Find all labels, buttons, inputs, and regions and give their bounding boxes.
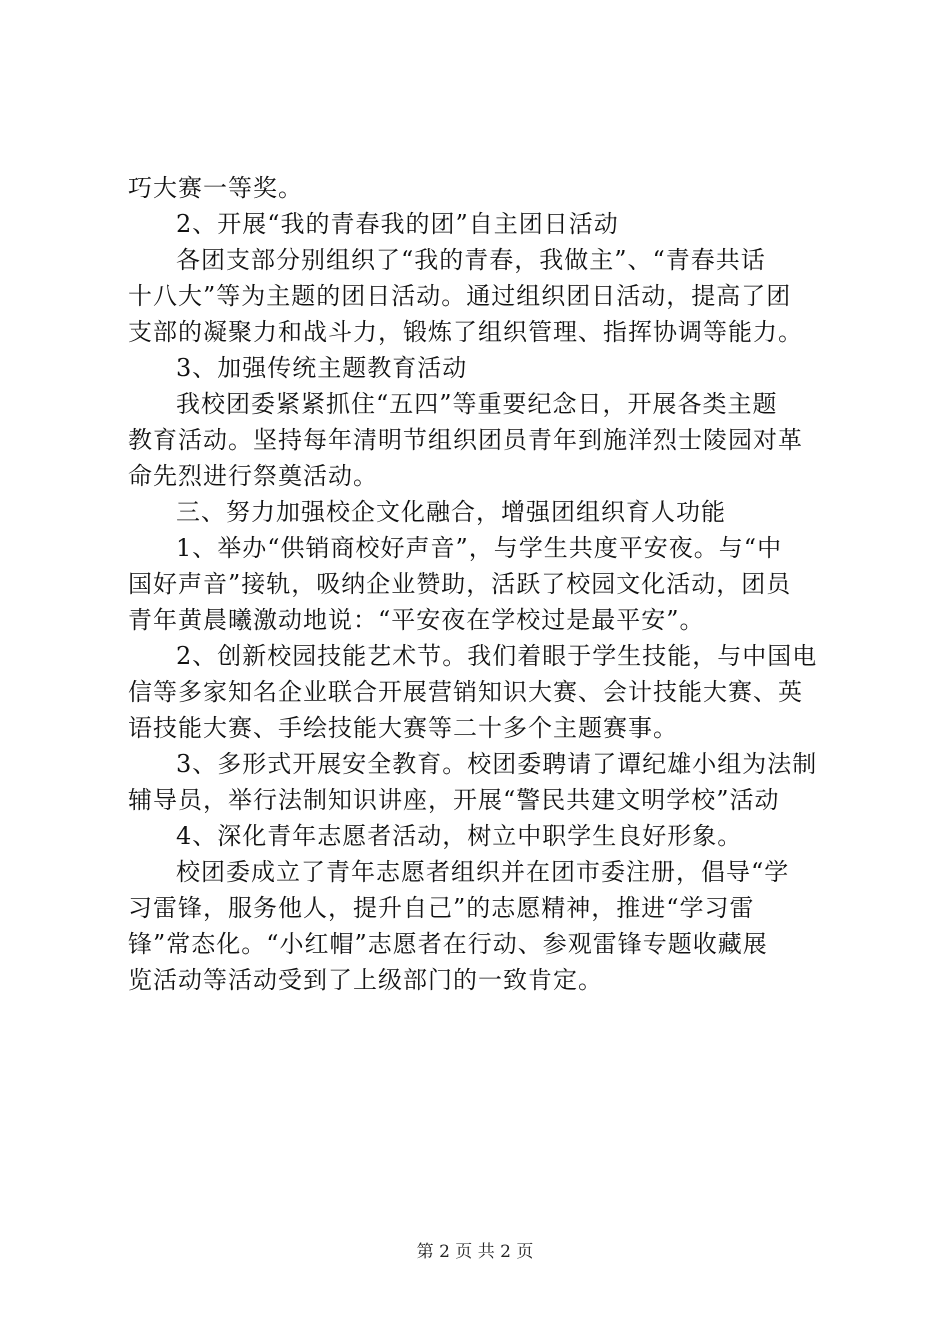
text-line: 3、加强传统主题教育活动 <box>176 354 468 382</box>
text-line: 青年黄晨曦激动地说：“平安夜在学校过是最平安”。 <box>128 606 705 634</box>
document-body <box>128 170 833 998</box>
text-line: 各团支部分别组织了“我的青春，我做主”、“青春共话 <box>176 246 766 274</box>
text-line: 3、多形式开展安全教育。校团委聘请了谭纪雄小组为法制 <box>176 750 818 778</box>
text-line: 1、举办“供销商校好声音”，与学生共度平安夜。与“中 <box>176 534 783 562</box>
text-line: 信等多家知名企业联合开展营销知识大赛、会计技能大赛、英 <box>128 678 803 706</box>
text-line: 支部的凝聚力和战斗力，锻炼了组织管理、指挥协调等能力。 <box>128 318 803 346</box>
text-line: 三、努力加强校企文化融合，增强团组织育人功能 <box>176 498 726 526</box>
text-line: 2、创新校园技能艺术节。我们着眼于学生技能，与中国电 <box>176 642 818 670</box>
text-line: 2、开展“我的青春我的团”自主团日活动 <box>176 210 619 238</box>
text-line: 览活动等活动受到了上级部门的一致肯定。 <box>128 966 603 994</box>
text-line: 语技能大赛、手绘技能大赛等二十多个主题赛事。 <box>128 714 678 742</box>
text-line: 十八大”等为主题的团日活动。通过组织团日活动，提高了团 <box>128 282 792 310</box>
text-line: 教育活动。坚持每年清明节组织团员青年到施洋烈士陵园对革 <box>128 426 803 454</box>
text-line: 锋”常态化。“小红帽”志愿者在行动、参观雷锋专题收藏展 <box>128 930 768 958</box>
text-line: 我校团委紧紧抓住“五四”等重要纪念日，开展各类主题 <box>176 390 778 418</box>
text-line: 校团委成立了青年志愿者组织并在团市委注册，倡导“学 <box>176 858 790 886</box>
text-line: 巧大赛一等奖。 <box>128 174 303 202</box>
text-line: 习雷锋，服务他人，提升自己”的志愿精神，推进“学习雷 <box>128 894 755 922</box>
page-number-footer: 第 2 页 共 2 页 <box>416 1242 534 1262</box>
text-line: 辅导员，举行法制知识讲座，开展“警民共建文明学校”活动 <box>128 786 780 814</box>
text-line: 4、深化青年志愿者活动，树立中职学生良好形象。 <box>176 822 743 850</box>
text-line: 国好声音”接轨，吸纳企业赞助，活跃了校园文化活动，团员 <box>128 570 792 598</box>
text-line: 命先烈进行祭奠活动。 <box>128 462 378 490</box>
